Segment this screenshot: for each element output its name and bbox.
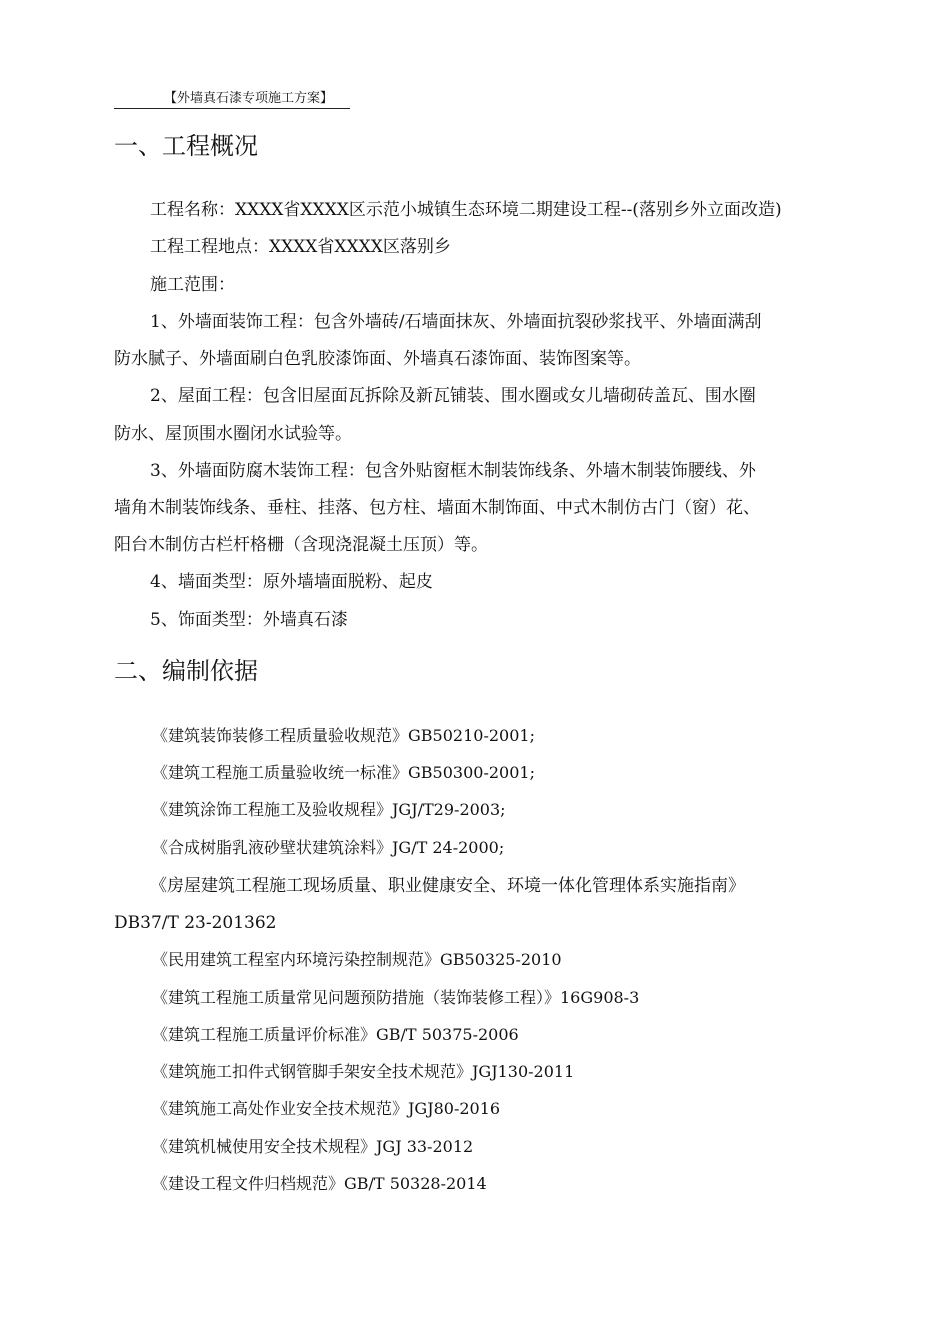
scope-item-2-line-2: 防水、屋顶围水圈闭水试验等。	[114, 424, 352, 444]
reference-item: 《建筑装饰装修工程质量验收规范》GB50210-2001;	[152, 726, 535, 745]
project-location: 工程工程地点：XXXX省XXXX区落别乡	[150, 237, 451, 257]
reference-item: 《建筑机械使用安全技术规程》JGJ 33-2012	[152, 1137, 474, 1156]
reference-item: 《合成树脂乳液砂壁状建筑涂料》JG/T 24-2000;	[152, 838, 505, 857]
reference-item: 《建筑涂饰工程施工及验收规程》JGJ/T29-2003;	[152, 800, 506, 819]
reference-item: 《房屋建筑工程施工现场质量、职业健康安全、环境一体化管理体系实施指南》	[150, 876, 745, 896]
reference-item: 《建筑工程施工质量验收统一标准》GB50300-2001;	[152, 763, 535, 782]
reference-item: 《建筑施工高处作业安全技术规范》JGJ80-2016	[152, 1099, 501, 1118]
reference-item: 《建筑工程施工质量评价标准》GB/T 50375-2006	[152, 1025, 519, 1044]
scope-label: 施工范围：	[150, 275, 235, 295]
reference-item: 《建设工程文件归档规范》GB/T 50328-2014	[152, 1174, 487, 1193]
scope-item-5: 5、饰面类型：外墙真石漆	[150, 610, 348, 630]
scope-item-2-line-1: 2、屋面工程：包含旧屋面瓦拆除及新瓦铺装、围水圈或女儿墙砌砖盖瓦、围水圈	[150, 386, 756, 406]
project-name: 工程名称：XXXX省XXXX区示范小城镇生态环境二期建设工程--(落别乡外立面改造)	[150, 200, 782, 220]
reference-item-continuation: DB37/T 23-201362	[114, 913, 277, 933]
scope-item-3-line-2: 墙角木制装饰线条、垂柱、挂落、包方柱、墙面木制饰面、中式木制仿古门（窗）花、	[114, 498, 760, 518]
reference-item: 《建筑工程施工质量常见问题预防措施（装饰装修工程）》16G908-3	[152, 988, 640, 1007]
scope-item-1-line-1: 1、外墙面装饰工程：包含外墙砖/石墙面抹灰、外墙面抗裂砂浆找平、外墙面满刮	[150, 312, 762, 332]
section-heading-basis: 二、编制依据	[114, 657, 258, 685]
page-header	[114, 90, 350, 109]
scope-item-3-line-3: 阳台木制仿古栏杆格栅（含现浇混凝土压顶）等。	[114, 535, 488, 555]
reference-item: 《建筑施工扣件式钢管脚手架安全技术规范》JGJ130-2011	[152, 1062, 575, 1081]
scope-item-3-line-1: 3、外墙面防腐木装饰工程：包含外贴窗框木制装饰线条、外墙木制装饰腰线、外	[150, 461, 756, 481]
reference-item: 《民用建筑工程室内环境污染控制规范》GB50325-2010	[152, 950, 562, 969]
section-heading-overview: 一、工程概况	[114, 132, 258, 160]
scope-item-4: 4、墙面类型：原外墙墙面脱粉、起皮	[150, 572, 433, 592]
scope-item-1-line-2: 防水腻子、外墙面刷白色乳胶漆饰面、外墙真石漆饰面、装饰图案等。	[114, 349, 641, 369]
header-text: 【外墙真石漆专项施工方案】	[164, 91, 334, 106]
